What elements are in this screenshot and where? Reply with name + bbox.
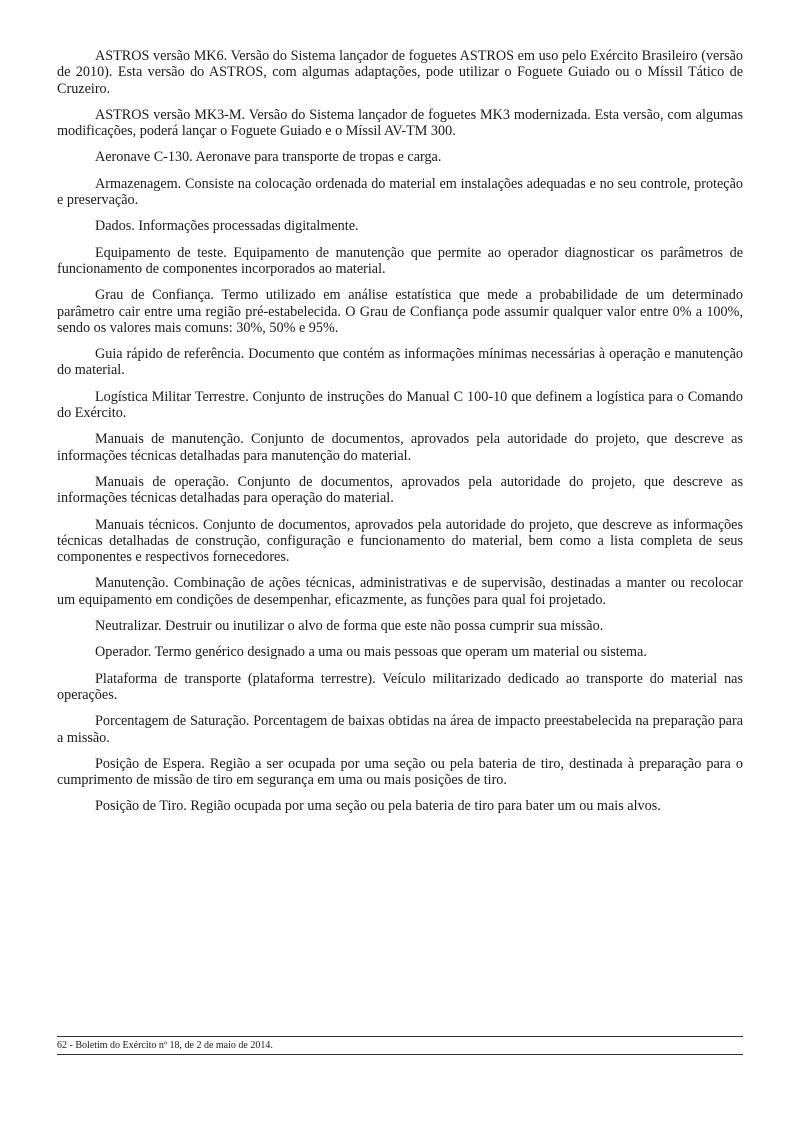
definition-posicao-de-tiro: Posição de Tiro. Região ocupada por uma seção ou pela bateria de tiro para bater um ou mais alvos.: [95, 798, 661, 815]
definition-aeronave-c130: Aeronave C-130. Aeronave para transporte de tropas e carga.: [95, 149, 442, 166]
definition-manuais-de-operacao: Manuais de operação. Conjunto de documentos, aprovados pela autoridade do projeto, que descreve as informações técnicas detalhadas para operação do material.: [57, 473, 743, 507]
definition-manuais-tecnicos: Manuais técnicos. Conjunto de documentos, aprovados pela autoridade do projeto, que descreve as informações técnicas detalhadas de construção, configuração e funcionamento do material, bem como a lista completa de seus componentes e respectivos fornecedores.: [57, 516, 743, 566]
definition-armazenagem: Armazenagem. Consiste na colocação ordenada do material em instalações adequadas e no seu controle, proteção e preservação.: [57, 175, 743, 209]
definition-neutralizar: Neutralizar. Destruir ou inutilizar o alvo de forma que este não possa cumprir sua missão.: [95, 618, 604, 635]
definition-grau-de-confianca: Grau de Confiança. Termo utilizado em análise estatística que mede a probabilidade de um determinado parâmetro cair entre uma região pré-estabelecida. O Grau de Confiança pode assumir qualquer valor entre 0% a 100%, sendo os valores mais comuns: 30%, 50% e 95%.: [57, 287, 743, 336]
definition-dados: Dados. Informações processadas digitalmente.: [95, 218, 359, 235]
definition-posicao-de-espera: Posição de Espera. Região a ser ocupada por uma seção ou pela bateria de tiro, destinada à preparação para o cumprimento de missão de tiro em segurança em uma ou mais posições de tiro.: [57, 755, 743, 789]
definition-manuais-de-manutencao: Manuais de manutenção. Conjunto de documentos, aprovados pela autoridade do projeto, que descreve as informações técnicas detalhadas para manutenção do material.: [57, 431, 743, 464]
definition-plataforma-de-transporte: Plataforma de transporte (plataforma terrestre). Veículo militarizado dedicado ao transporte do material nas operações.: [57, 670, 743, 703]
definition-operador: Operador. Termo genérico designado a uma ou mais pessoas que operam um material ou sistema.: [95, 644, 647, 661]
definition-porcentagem-de-saturacao: Porcentagem de Saturação. Porcentagem de baixas obtidas na área de impacto preestabelecida na preparação para a missão.: [57, 713, 743, 746]
definition-guia-rapido: Guia rápido de referência. Documento que contém as informações mínimas necessárias à operação e manutenção do material.: [57, 346, 743, 379]
definition-equipamento-de-teste: Equipamento de teste. Equipamento de manutenção que permite ao operador diagnosticar os parâmetros de funcionamento de componentes incorporados ao material.: [57, 244, 743, 277]
definition-astros-mk3m: ASTROS versão MK3-M. Versão do Sistema lançador de foguetes MK3 modernizada. Esta versão, com algumas modificações, poderá lançar o Foguete Guiado e o Míssil AV-TM 300.: [57, 106, 743, 140]
document-body: [57, 48, 743, 825]
definition-logistica-militar: Logística Militar Terrestre. Conjunto de instruções do Manual C 100-10 que definem a logística para o Comando do Exército.: [57, 388, 743, 422]
definition-manutencao: Manutenção. Combinação de ações técnicas, administrativas e de supervisão, destinadas a manter ou recolocar um equipamento em condições de desempenhar, eficazmente, as funções para qual foi projetado.: [57, 575, 743, 608]
definition-astros-mk6: ASTROS versão MK6. Versão do Sistema lançador de foguetes ASTROS em uso pelo Exército Brasileiro (versão de 2010). Esta versão do ASTROS, com algumas adaptações, pode utilizar o Foguete Guiado ou o Míssil Tático de Cruzeiro.: [57, 48, 743, 97]
footer-citation: 62 - Boletim do Exército nº 18, de 2 de maio de 2014.: [57, 1040, 273, 1051]
page-footer: [57, 1036, 743, 1055]
